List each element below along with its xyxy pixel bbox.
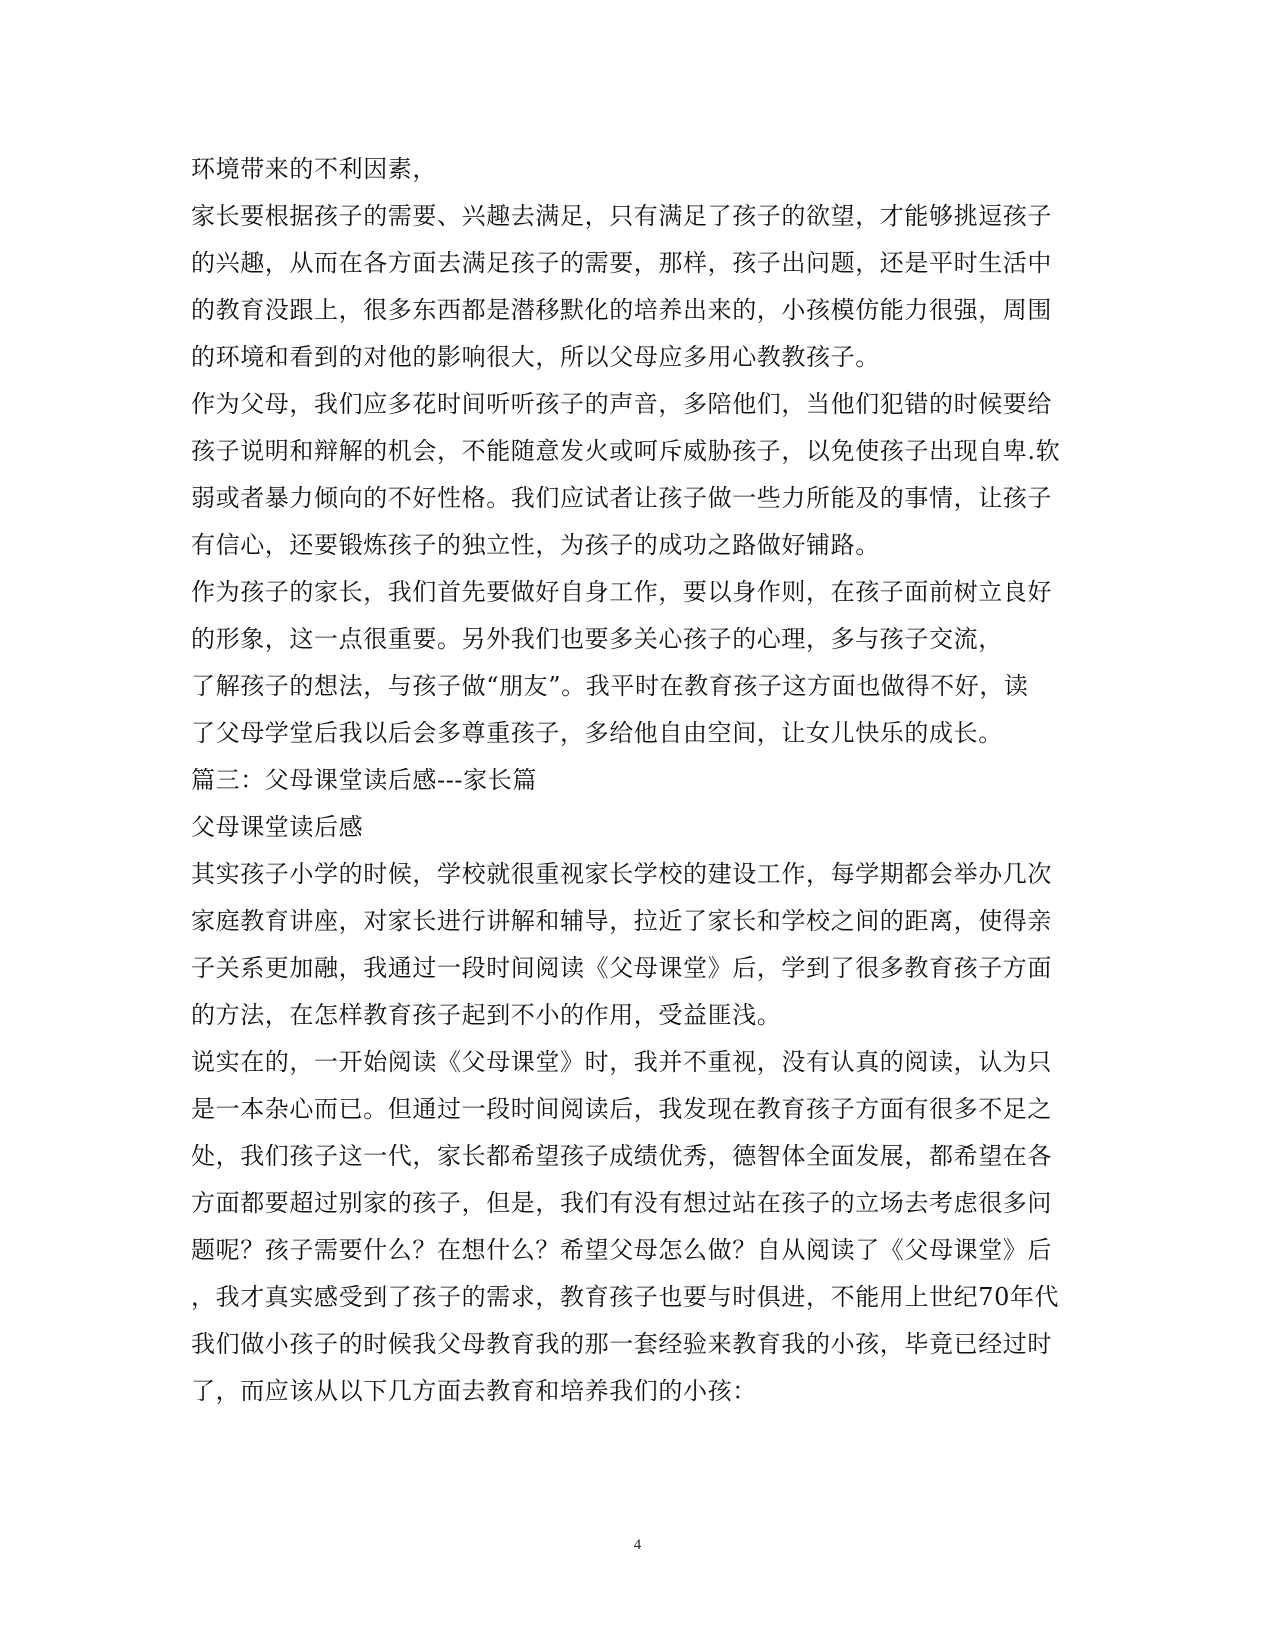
text-line: 说实在的，一开始阅读《父母课堂》时，我并不重视，没有认真的阅读，认为只 bbox=[191, 1048, 1052, 1076]
text-line: 了父母学堂后我以后会多尊重孩子，多给他自由空间，让女儿快乐的成长。 bbox=[191, 719, 1003, 747]
text-line: 的方法，在怎样教育孩子起到不小的作用，受益匪浅。 bbox=[191, 1001, 782, 1029]
section-heading: 篇三：父母课堂读后感---家长篇 bbox=[191, 766, 537, 794]
text-line: 的形象，这一点很重要。另外我们也要多关心孩子的心理，多与孩子交流， bbox=[191, 625, 1003, 653]
text-line: 子关系更加融，我通过一段时间阅读《父母课堂》后，学到了很多教育孩子方面 bbox=[191, 954, 1052, 982]
text-line: 有信心，还要锻炼孩子的独立性，为孩子的成功之路做好铺路。 bbox=[191, 531, 880, 559]
text-line: 作为孩子的家长，我们首先要做好自身工作，要以身作则，在孩子面前树立良好 bbox=[191, 578, 1052, 606]
text-line: 处，我们孩子这一代，家长都希望孩子成绩优秀，德智体全面发展，都希望在各 bbox=[191, 1142, 1052, 1170]
article-title: 父母课堂读后感 bbox=[191, 813, 364, 841]
text-line: 了解孩子的想法，与孩子做“朋友”。我平时在教育孩子这方面也做得不好，读 bbox=[191, 672, 1029, 700]
text-line: 家庭教育讲座，对家长进行讲解和辅导，拉近了家长和学校之间的距离，使得亲 bbox=[191, 907, 1052, 935]
text-line: 题呢？孩子需要什么？在想什么？希望父母怎么做？自从阅读了《父母课堂》后 bbox=[191, 1236, 1052, 1264]
text-line: 弱或者暴力倾向的不好性格。我们应试者让孩子做一些力所能及的事情，让孩子 bbox=[191, 484, 1052, 512]
text-line: 是一本杂心而已。但通过一段时间阅读后，我发现在教育孩子方面有很多不足之 bbox=[191, 1095, 1052, 1123]
text-line: 了，而应该从以下几方面去教育和培养我们的小孩： bbox=[191, 1377, 757, 1405]
text-line: 其实孩子小学的时候，学校就很重视家长学校的建设工作，每学期都会举办几次 bbox=[191, 860, 1052, 888]
text-line: 家长要根据孩子的需要、兴趣去满足，只有满足了孩子的欲望，才能够挑逗孩子 bbox=[191, 202, 1052, 230]
text-line: 的教育没跟上，很多东西都是潜移默化的培养出来的，小孩模仿能力很强，周围 bbox=[191, 296, 1052, 324]
text-line: 孩子说明和辩解的机会，不能随意发火或呵斥威胁孩子，以免使孩子出现自卑.软 bbox=[191, 437, 1061, 465]
text-line: 作为父母，我们应多花时间听听孩子的声音，多陪他们，当他们犯错的时候要给 bbox=[191, 390, 1052, 418]
text-line: 的兴趣，从而在各方面去满足孩子的需要，那样，孩子出问题，还是平时生活中 bbox=[191, 249, 1052, 277]
text-line: 我们做小孩子的时候我父母教育我的那一套经验来教育我的小孩，毕竟已经过时 bbox=[191, 1330, 1052, 1358]
page-number: 4 bbox=[633, 1537, 642, 1553]
text-line: 环境带来的不利因素， bbox=[191, 155, 437, 183]
text-line: ，我才真实感受到了孩子的需求，教育孩子也要与时俱进，不能用上世纪70年代 bbox=[191, 1283, 1060, 1311]
text-line: 的环境和看到的对他的影响很大，所以父母应多用心教教孩子。 bbox=[191, 343, 880, 371]
text-line: 方面都要超过别家的孩子，但是，我们有没有想过站在孩子的立场去考虑很多问 bbox=[191, 1189, 1052, 1217]
